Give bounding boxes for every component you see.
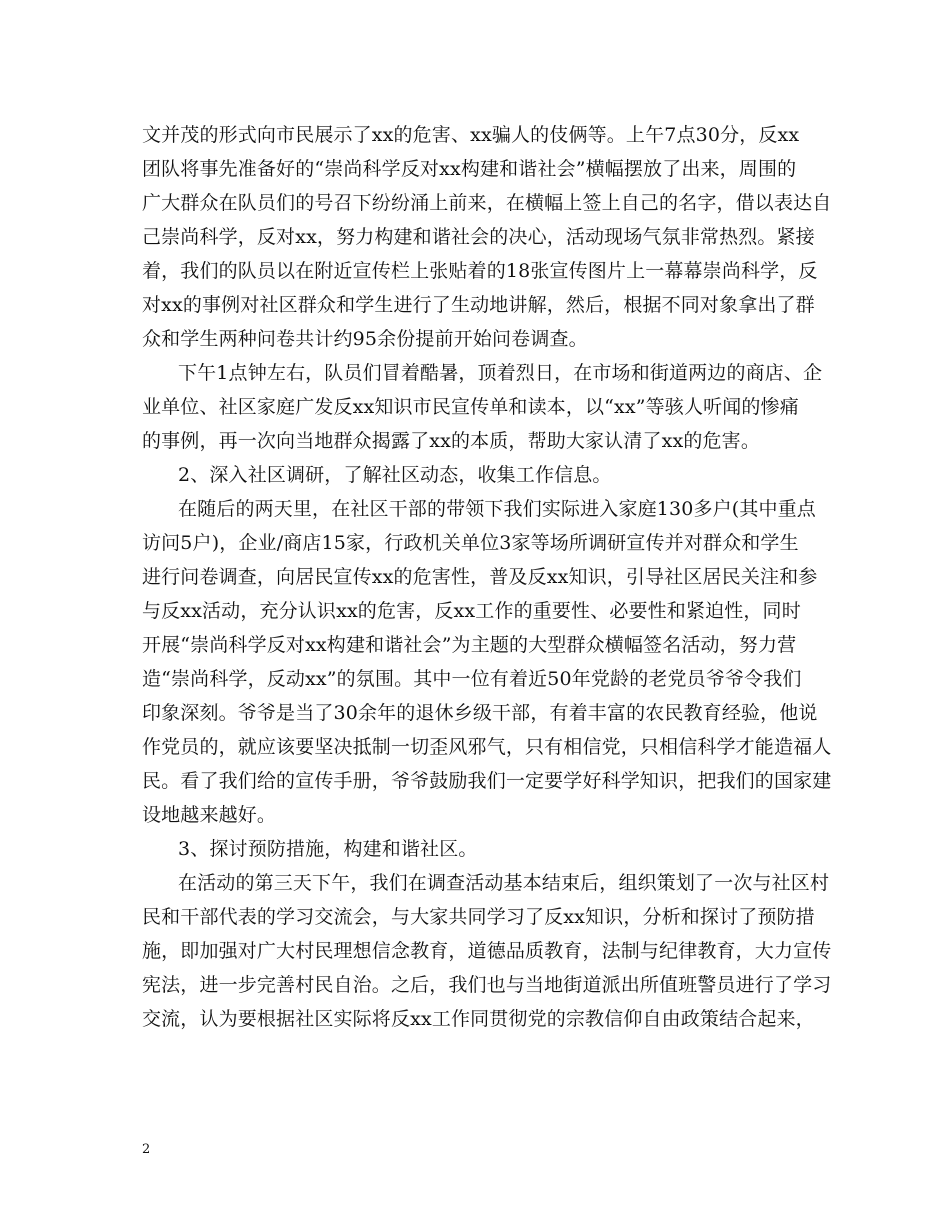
text-line: 业单位、社区家庭广发反xx知识市民宣传单和读本，以“xx”等骇人听闻的惨痛: [142, 396, 799, 418]
text-line: 的事例，再一次向当地群众揭露了xx的本质，帮助大家认清了xx的危害。: [142, 430, 760, 452]
text-line: 文并茂的形式向市民展示了xx的危害、xx骗人的伎俩等。上午7点30分，反xx: [142, 124, 800, 146]
text-line: 作党员的，就应该要坚决抵制一切歪风邪气，只有相信党，只相信科学才能造福人: [142, 736, 832, 758]
text-line: 造“崇尚科学，反动xx”的氛围。其中一位有着近50年党龄的老党员爷爷令我们: [142, 668, 802, 690]
text-line: 设地越来越好。: [142, 804, 277, 826]
text-line: 广大群众在队员们的号召下纷纷涌上前来，在横幅上签上自己的名字，借以表达自: [142, 192, 832, 214]
section-heading: 3、探讨预防措施，构建和谐社区。: [178, 838, 478, 860]
section-heading: 2、深入社区调研，了解社区动态，收集工作信息。: [178, 464, 612, 486]
text-line: 开展“崇尚科学反对xx构建和谐社会”为主题的大型群众横幅签名活动，努力营: [142, 634, 797, 656]
text-line: 进行问卷调查，向居民宣传xx的危害性，普及反xx知识，引导社区居民关注和参: [142, 566, 818, 588]
text-line: 对xx的事例对社区群众和学生进行了生动地讲解，然后，根据不同对象拿出了群: [142, 294, 815, 316]
text-line: 与反xx活动，充分认识xx的危害，反xx工作的重要性、必要性和紧迫性，同时: [142, 600, 801, 622]
text-line: 交流，认为要根据社区实际将反xx工作同贯彻党的宗教信仰自由政策结合起来，: [142, 1008, 815, 1030]
text-line: 众和学生两种问卷共计约95余份提前开始问卷调查。: [142, 328, 588, 350]
text-line: 民和干部代表的学习交流会，与大家共同学习了反xx知识，分析和探讨了预防措: [142, 906, 815, 928]
text-line: 访问5户)，企业/商店15家，行政机关单位3家等场所调研宣传并对群众和学生: [142, 532, 799, 554]
page-number: 2: [142, 1142, 151, 1157]
text-line: 在随后的两天里，在社区干部的带领下我们实际进入家庭130多户(其中重点: [178, 498, 816, 520]
text-line: 团队将事先准备好的“崇尚科学反对xx构建和谐社会”横幅摆放了出来，周围的: [142, 158, 797, 180]
text-line: 在活动的第三天下午，我们在调查活动基本结束后，组织策划了一次与社区村: [178, 872, 830, 894]
text-line: 印象深刻。爷爷是当了30余年的退休乡级干部，有着丰富的农民教育经验，他说: [142, 702, 818, 724]
text-line: 民。看了我们给的宣传手册，爷爷鼓励我们一定要学好科学知识，把我们的国家建: [142, 770, 832, 792]
text-line: 着，我们的队员以在附近宣传栏上张贴着的18张宣传图片上一幕幕崇尚科学，反: [142, 260, 818, 282]
text-line: 己崇尚科学，反对xx，努力构建和谐社会的决心，活动现场气氛非常热烈。紧接: [142, 226, 815, 248]
text-line: 下午1点钟左右，队员们冒着酷暑，顶着烈日，在市场和街道两边的商店、企: [178, 362, 823, 384]
text-line: 宪法，进一步完善村民自治。之后，我们也与当地街道派出所值班警员进行了学习: [142, 974, 832, 996]
text-line: 施，即加强对广大村民理想信念教育，道德品质教育，法制与纪律教育，大力宣传: [142, 940, 832, 962]
